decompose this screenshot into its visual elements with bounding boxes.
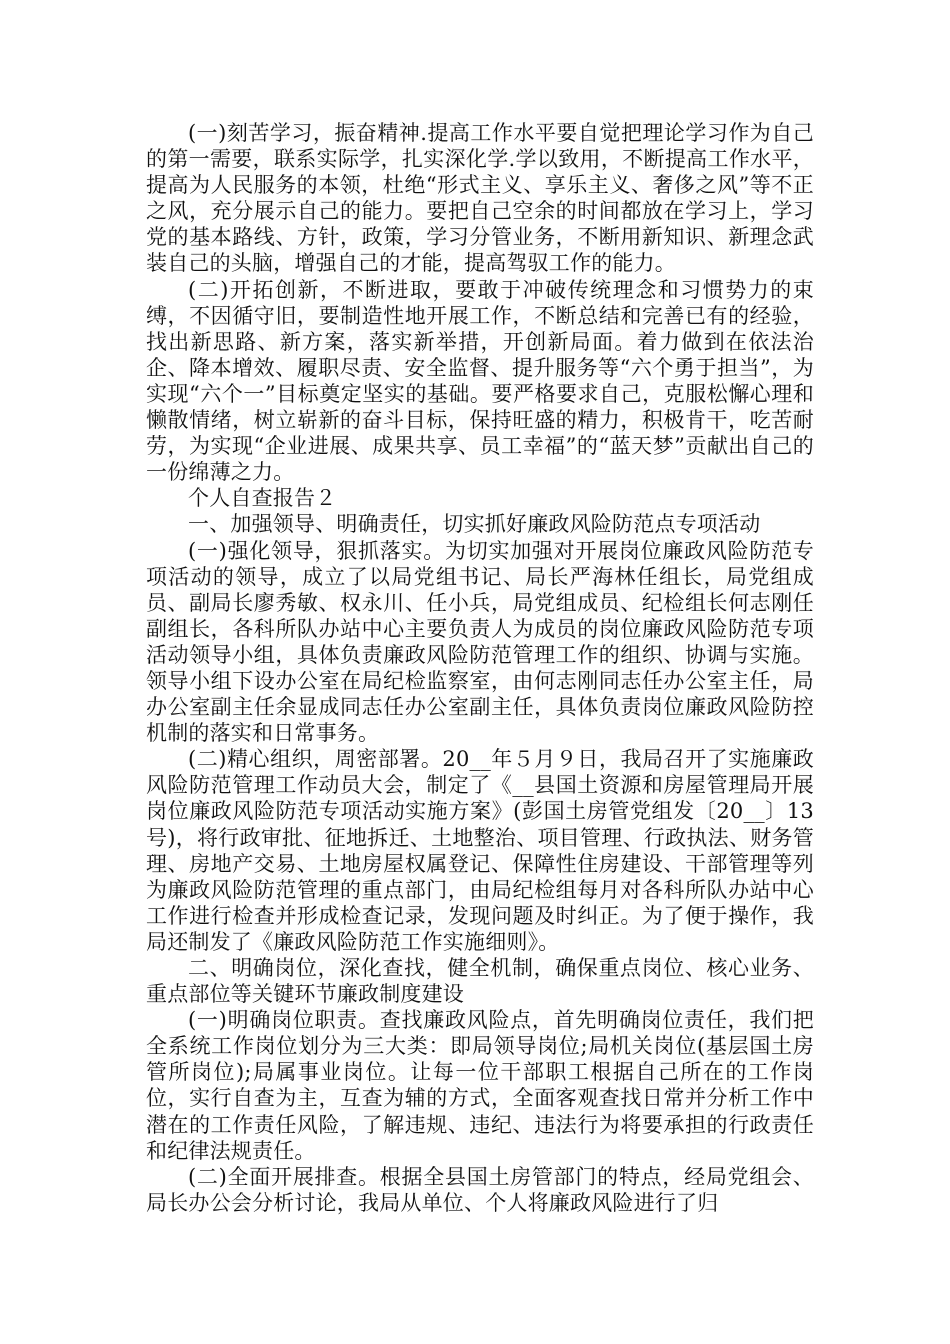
paragraph-study: (一)刻苦学习，振奋精神.提高工作水平要自觉把理论学习作为自己的第一需要，联系实际学，扎实深化学.学以致用，不断提高工作水平，提高为人民服务的本领，杜绝“形式主义、享乐主义、奢侈之风”等不正之风，充分展示自己的能力。要把自己空余的时间都放在学习上，学习党的基本路线、方针，政策，学习分管业务，不断用新知识、新理念武装自己的头脑，增强自己的才能，提高驾驭工作的能力。	[146, 121, 814, 276]
paragraph-organization: (二)精心组织，周密部署。20__年５月９日，我局召开了实施廉政风险防范管理工作动员大会，制定了《__县国土资源和房屋管理局开展岗位廉政风险防范专项活动实施方案》(彭国土房管党组发〔20__〕13号)，将行政审批、征地拆迁、土地整治、项目管理、行政执法、财务管理、房地产交易、土地房屋权属登记、保障性住房建设、干部管理等列为廉政风险防范管理的重点部门，由局纪检组每月对各科所队办站中心工作进行检查并形成检查记录，发现问题及时纠正。为了便于操作，我局还制发了《廉政风险防范工作实施细则》。	[146, 747, 814, 954]
document-body	[146, 120, 814, 1216]
paragraph-innovation: (二)开拓创新，不断进取，要敢于冲破传统理念和习惯势力的束缚，不因循守旧，要制造性地开展工作，不断总结和完善已有的经验，找出新思路、新方案，落实新举措，开创新局面。着力做到在依法治企、降本增效、履职尽责、安全监督、提升服务等“六个勇于担当”，为实现“六个一”目标奠定坚实的基础。要严格要求自己，克服松懈心理和懒散情绪，树立崭新的奋斗目标，保持旺盛的精力，积极肯干，吃苦耐劳，为实现“企业进展、成果共享、员工幸福”的“蓝天梦”贡献出自己的一份绵薄之力。	[146, 277, 814, 485]
paragraph-responsibilities: (一)明确岗位职责。查找廉政风险点，首先明确岗位责任，我们把全系统工作岗位划分为三大类：即局领导岗位;局机关岗位(基层国土房管所岗位);局属事业岗位。让每一位干部职工根据自己所在的工作岗位，实行自查为主，互查为辅的方式，全面客观查找日常并分析工作中潜在的工作责任风险，了解违规、违纪、违法行为将要承担的行政责任和纪律法规责任。	[146, 1008, 814, 1163]
section-heading-1: 一、加强领导、明确责任，切实抓好廉政风险防范点专项活动	[188, 512, 761, 537]
paragraph-leadership: (一)强化领导，狠抓落实。为切实加强对开展岗位廉政风险防范专项活动的领导，成立了以局党组书记、局长严海林任组长，局党组成员、副局长廖秀敏、权永川、任小兵，局党组成员、纪检组长何志刚任副组长，各科所队办站中心主要负责人为成员的岗位廉政风险防范专项活动领导小组，具体负责廉政风险防范管理工作的组织、协调与实施。领导小组下设办公室在局纪检监察室，由何志刚同志任办公室主任，局办公室副主任余显成同志任办公室副主任，具体负责岗位廉政风险防控机制的落实和日常事务。	[146, 538, 814, 746]
report-heading: 个人自查报告２	[188, 486, 337, 511]
paragraph-inspection: (二)全面开展排查。根据全县国土房管部门的特点，经局党组会、局长办公会分析讨论，我局从单位、个人将廉政风险进行了归	[146, 1164, 814, 1215]
section-heading-2: 二、明确岗位，深化查找，健全机制，确保重点岗位、核心业务、重点部位等关键环节廉政制度建设	[146, 956, 814, 1007]
